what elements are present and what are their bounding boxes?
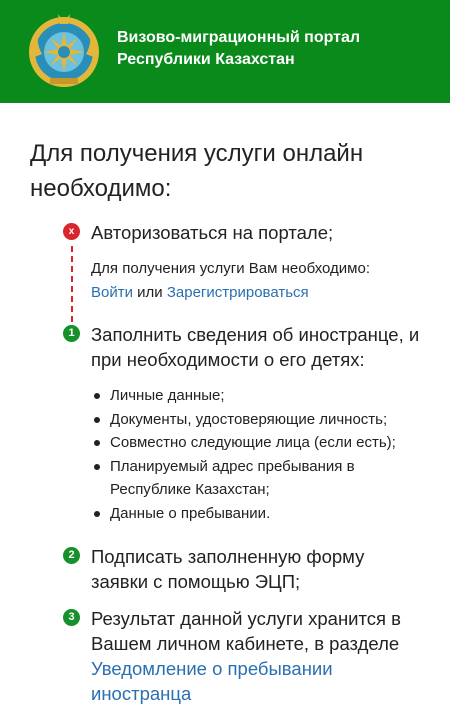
list-item: Документы, удостоверяющие личность; [91, 408, 436, 432]
list-item: Совместно следующие лица (если есть); [91, 431, 436, 455]
stay-notification-link-line2[interactable]: иностранца [91, 683, 192, 704]
portal-header [0, 0, 450, 103]
kazakhstan-emblem-icon[interactable] [26, 12, 102, 88]
portal-title-line1: Визово-миграционный портал [117, 29, 361, 46]
step-1-badge: 1 [63, 325, 80, 342]
step-1-list [91, 384, 436, 525]
step-3-title-line1: Результат данной услуги хранится в [91, 608, 401, 629]
portal-title [117, 27, 437, 71]
register-link[interactable]: Зарегистрироваться [166, 284, 309, 301]
step-2-title-line1: Подписать заполненную форму [91, 546, 365, 567]
step-2-title [91, 544, 436, 594]
list-item: Личные данные; [91, 384, 436, 408]
page-heading [30, 136, 430, 206]
stay-notification-link-line1[interactable]: Уведомление о пребывании [91, 658, 333, 679]
list-item: Планируемый адрес пребывания в Республике Казахстан; [91, 455, 436, 502]
page-heading-line2: необходимо: [30, 175, 172, 202]
step-2-badge: 2 [63, 547, 80, 564]
portal-title-line2: Республики Казахстан [117, 51, 295, 68]
list-item: Данные о пребывании. [91, 502, 436, 526]
stay-notification-link[interactable] [91, 656, 436, 706]
step-auth-note [91, 257, 436, 305]
auth-note-text: Для получения услуги Вам необходимо: [91, 260, 370, 277]
step-3-title [91, 606, 436, 706]
step-3-title-line2: Вашем личном кабинете, в разделе [91, 633, 400, 654]
step-1-title-line1: Заполнить сведения об иностранце, и [91, 324, 420, 345]
step-3-badge: 3 [63, 609, 80, 626]
page-heading-line1: Для получения услуги онлайн [30, 140, 364, 167]
login-link[interactable]: Войти [91, 284, 133, 301]
auth-links [91, 281, 436, 305]
auth-status-icon: x [63, 223, 80, 240]
step-1-title [91, 322, 436, 372]
step-1-title-line2: при необходимости о его детях: [91, 349, 365, 370]
step-connector-line [71, 246, 73, 322]
or-text: или [137, 284, 163, 301]
step-2-title-line2: заявки с помощью ЭЦП; [91, 571, 301, 592]
step-auth-title: Авторизоваться на портале; [91, 222, 334, 243]
